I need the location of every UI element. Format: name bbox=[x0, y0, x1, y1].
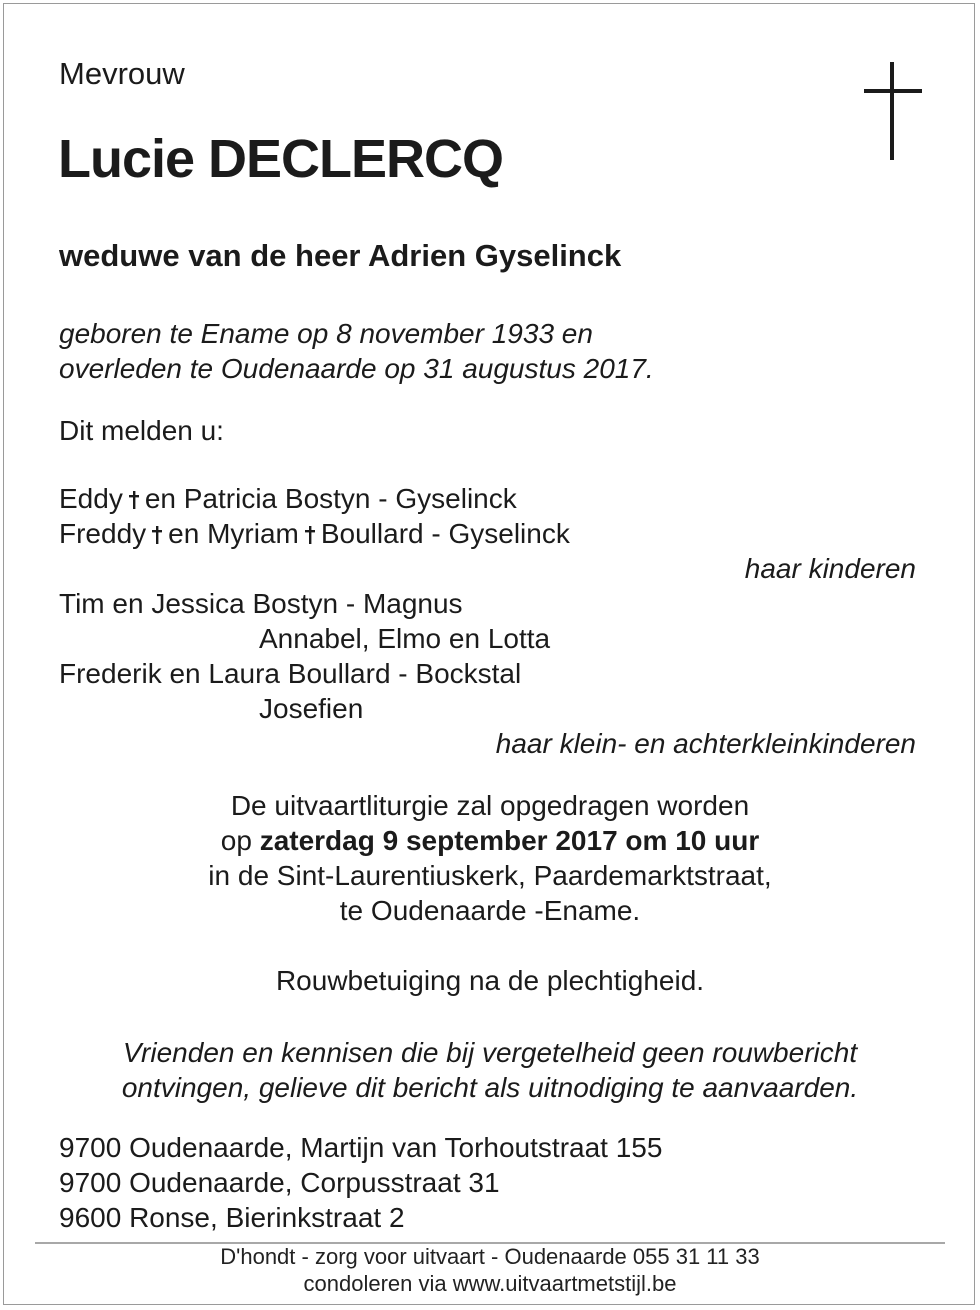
invitation-line: ontvingen, gelieve dit bericht als uitnodiging te aanvaarden. bbox=[121, 1072, 859, 1103]
honorific: Mevrouw bbox=[59, 56, 185, 91]
funeral-place: te Oudenaarde -Ename. bbox=[339, 895, 641, 926]
children-label: haar kinderen bbox=[744, 553, 916, 584]
funeral-home: D'hondt - zorg voor uitvaart - Oudenaarde 055 31 11 33 bbox=[220, 1244, 760, 1269]
child-surname: Boullard - Gyselinck bbox=[320, 518, 570, 549]
invitation-line: Vrienden en kennisen die bij vergetelheid geen rouwbericht bbox=[122, 1037, 858, 1068]
child-name: Eddy bbox=[59, 483, 123, 514]
announcement-intro: Dit melden u: bbox=[59, 415, 224, 446]
funeral-line: De uitvaartliturgie zal opgedragen worden bbox=[230, 790, 750, 821]
grandchild-row: Tim en Jessica Bostyn - Magnus bbox=[59, 588, 463, 619]
small-cross-icon bbox=[128, 491, 140, 509]
funeral-details bbox=[0, 788, 980, 928]
birth-line: geboren te Ename op 8 november 1933 en bbox=[59, 318, 593, 349]
small-cross-icon bbox=[304, 526, 316, 544]
child-row bbox=[59, 516, 920, 551]
condolence-link[interactable]: condoleren via www.uitvaartmetstijl.be bbox=[303, 1271, 677, 1296]
invitation-note bbox=[0, 1035, 980, 1105]
life-dates bbox=[59, 316, 654, 386]
condolence-note: Rouwbetuiging na de plechtigheid. bbox=[275, 965, 705, 996]
address: 9700 Oudenaarde, Corpusstraat 31 bbox=[59, 1167, 500, 1198]
funeral-church: in de Sint-Laurentiuskerk, Paardemarktstraat, bbox=[208, 860, 772, 891]
child-partner: en Myriam bbox=[168, 518, 299, 549]
deceased-name: Lucie DECLERCQ bbox=[58, 129, 504, 189]
small-cross-icon bbox=[151, 526, 163, 544]
grandchildren-label: haar klein- en achterkleinkinderen bbox=[495, 728, 916, 759]
grandchild-row: Frederik en Laura Boullard - Bockstal bbox=[59, 658, 522, 689]
address: 9700 Oudenaarde, Martijn van Torhoutstraat 155 bbox=[59, 1132, 663, 1163]
great-grandchildren-row: Annabel, Elmo en Lotta bbox=[259, 623, 551, 654]
footer bbox=[0, 1243, 980, 1297]
widow-line: weduwe van de heer Adrien Gyselinck bbox=[59, 238, 622, 273]
death-line: overleden te Oudenaarde op 31 augustus 2017. bbox=[59, 353, 654, 384]
great-grandchildren-row: Josefien bbox=[259, 693, 364, 724]
child-partner: en Patricia Bostyn - Gyselinck bbox=[144, 483, 517, 514]
child-name: Freddy bbox=[59, 518, 147, 549]
child-row bbox=[59, 481, 920, 516]
family-list bbox=[59, 481, 920, 761]
funeral-datetime bbox=[0, 823, 980, 858]
funeral-date: zaterdag 9 september 2017 om 10 uur bbox=[259, 825, 760, 856]
address: 9600 Ronse, Bierinkstraat 2 bbox=[59, 1202, 405, 1233]
address-list bbox=[59, 1130, 662, 1235]
cross-icon bbox=[864, 62, 922, 160]
funeral-prefix: op bbox=[220, 825, 252, 856]
